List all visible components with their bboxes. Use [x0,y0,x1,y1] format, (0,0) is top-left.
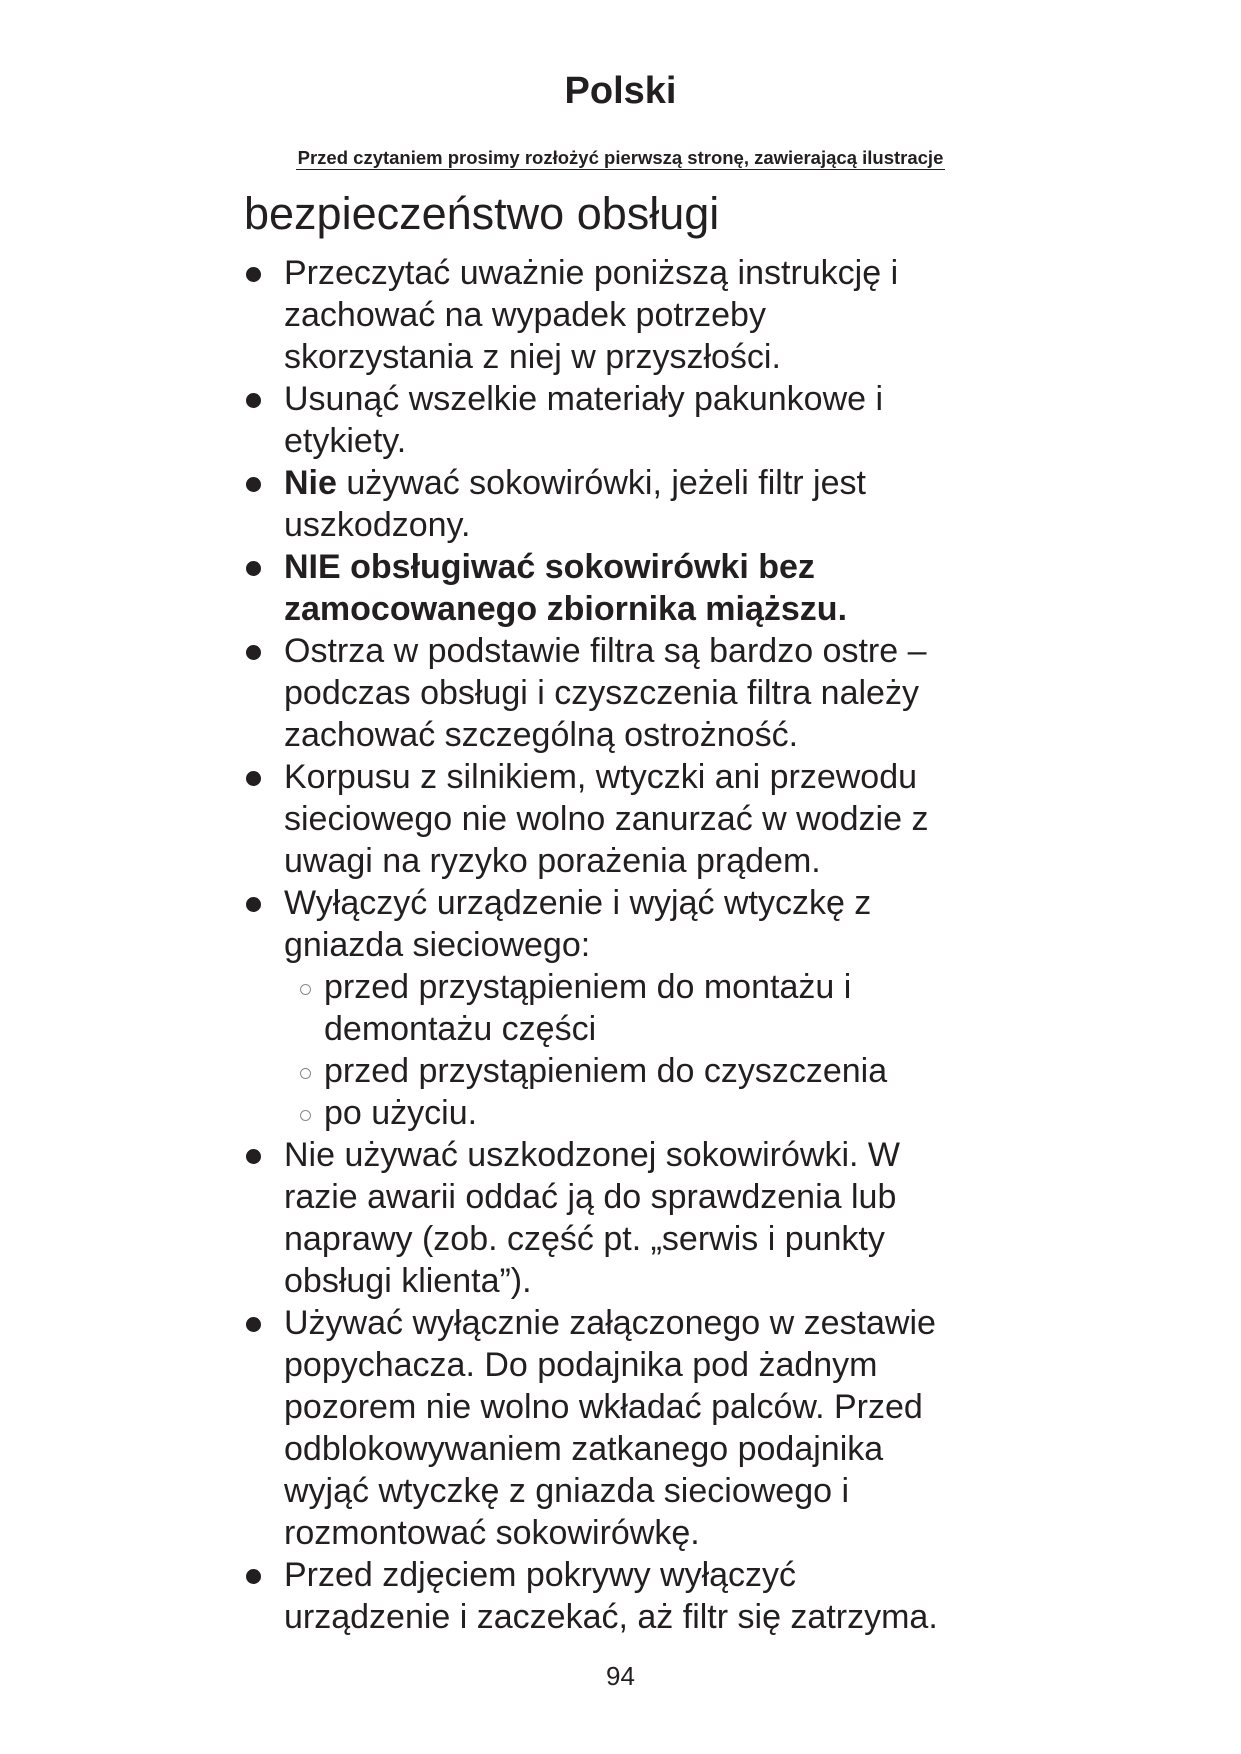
sub-list-item [244,1050,1004,1092]
item-line: skorzystania z niej w przyszłości. [284,338,781,376]
item-line: razie awarii oddać ją do sprawdzenia lub [284,1178,897,1216]
item-line: gniazda sieciowego: [284,926,591,964]
item-line: Nie używać uszkodzonej sokowirówki. W [284,1136,900,1174]
item-line: Usunąć wszelkie materiały pakunkowe i [284,380,884,418]
item-line: Używać wyłącznie załączonego w zestawie [284,1304,936,1342]
bullet-icon [246,645,261,660]
list-item [244,252,1004,378]
bullet-icon [246,1569,261,1584]
list-item [244,462,1004,546]
item-line: uwagi na ryzyko porażenia prądem. [284,842,821,880]
page-title: Polski [564,70,677,112]
item-line: uszkodzony. [284,506,471,544]
bullet-icon [246,771,261,786]
item-line: popychacza. Do podajnika pod żadnym [284,1346,878,1384]
page-number: 94 [606,1661,635,1691]
item-line: etykiety. [284,422,407,460]
bullet-icon [246,561,261,576]
list-item [244,630,1004,756]
item-line: Ostrza w podstawie filtra są bardzo ostre – [284,632,927,670]
bullet-icon [246,1149,261,1164]
item-line-rest: używać sokowirówki, jeżeli filtr jest [336,464,866,502]
bullet-icon [246,897,261,912]
circle-bullet-icon [300,1068,311,1079]
item-line-bold: NIE obsługiwać sokowirówki bez [284,548,815,586]
item-line: Wyłączyć urządzenie i wyjąć wtyczkę z [284,884,872,922]
item-line: wyjąć wtyczkę z gniazda sieciowego i [284,1472,850,1510]
item-line: obsługi klienta”). [284,1262,532,1300]
item-line [284,462,1004,504]
list-item [244,882,1004,966]
list-item [244,1302,1004,1554]
item-line: Przed zdjęciem pokrywy wyłączyć [284,1556,797,1594]
list-item [244,756,1004,882]
item-line: urządzenie i zaczekać, aż filtr się zatrzyma. [284,1598,938,1636]
sub-item-line: przed przystąpieniem do montażu i [324,968,852,1006]
circle-bullet-icon [300,984,311,995]
list-item [244,1134,1004,1302]
item-line: Przeczytać uważnie poniższą instrukcję i [284,254,899,292]
sub-item-line: po użyciu. [324,1094,478,1132]
sub-list-item [244,1092,1004,1134]
section-heading: bezpieczeństwo obsługi [244,188,720,239]
sub-item-line: demontażu części [324,1010,597,1048]
list-item [244,378,1004,462]
item-line: podczas obsługi i czyszczenia filtra należy [284,674,919,712]
bullet-icon [246,1317,261,1332]
item-line: odblokowywaniem zatkanego podajnika [284,1430,884,1468]
bullet-icon [246,393,261,408]
item-line: rozmontować sokowirówkę. [284,1514,700,1552]
item-line: naprawy (zob. część pt. „serwis i punkty [284,1220,885,1258]
emphasis-text: Nie [284,464,337,502]
list-item [244,1554,1004,1638]
safety-list [244,252,1004,1638]
item-line: Korpusu z silnikiem, wtyczki ani przewodu [284,758,918,796]
circle-bullet-icon [300,1110,311,1121]
intro-note-text: Przed czytaniem prosimy rozłożyć pierwszą stronę, zawierającą ilustracje [297,147,944,168]
sub-list-item [244,966,1004,1050]
sub-item-line: przed przystąpieniem do czyszczenia [324,1052,888,1090]
item-line-bold: zamocowanego zbiornika miąższu. [284,590,848,628]
list-item [244,546,1004,630]
item-line: zachować szczególną ostrożność. [284,716,799,754]
item-line: zachować na wypadek potrzeby [284,296,766,334]
item-line: sieciowego nie wolno zanurzać w wodzie z [284,800,929,838]
intro-note [0,146,1241,170]
bullet-icon [246,267,261,282]
bullet-icon [246,477,261,492]
item-line: pozorem nie wolno wkładać palców. Przed [284,1388,923,1426]
